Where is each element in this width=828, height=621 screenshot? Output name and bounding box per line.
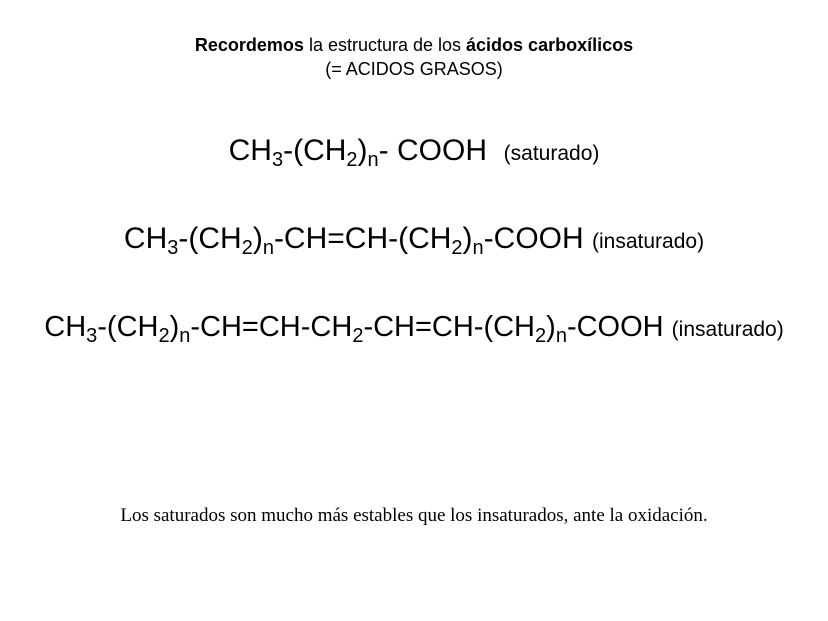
formula-part: ) xyxy=(357,134,368,167)
formula-part: -CH=CH-CH xyxy=(190,311,353,343)
formula-subscript: 3 xyxy=(167,237,179,259)
formula-note: (insaturado) xyxy=(671,318,784,341)
formula-saturated xyxy=(0,133,828,172)
formula-part: - COOH xyxy=(378,134,487,167)
formula-part: ) xyxy=(546,311,556,343)
slide-title xyxy=(0,33,828,81)
formula-part: -(CH xyxy=(283,134,347,167)
formula-subscript: n xyxy=(262,237,274,259)
formula-note: (insaturado) xyxy=(592,230,705,253)
title-middle: la estructura de los xyxy=(303,35,467,55)
title-bold-start: Recordemos xyxy=(194,35,304,55)
formula-part: -COOH xyxy=(483,222,584,255)
formula-part: CH xyxy=(44,311,87,343)
formula-part: -CH=CH-(CH xyxy=(273,222,452,255)
formula-subscript: 2 xyxy=(352,325,364,347)
formula-note: (saturado) xyxy=(503,142,600,165)
formula-unsaturated-poly xyxy=(0,309,828,348)
formula-subscript: 2 xyxy=(241,237,253,259)
formula-subscript: 2 xyxy=(346,149,358,171)
formula-part: ) xyxy=(252,222,263,255)
formula-part: -COOH xyxy=(566,311,664,343)
footnote: Los saturados son mucho más estables que los insaturados, ante la oxidación. xyxy=(120,505,708,526)
formula-subscript: n xyxy=(367,149,379,171)
formula-part: ) xyxy=(169,311,180,343)
formula-subscript: 2 xyxy=(451,237,463,259)
formula-subscript: 3 xyxy=(271,149,284,171)
formula-subscript: n xyxy=(179,325,191,347)
title-subtitle: (= ACIDOS GRASOS) xyxy=(325,59,503,79)
title-bold-end: ácidos carboxílicos xyxy=(466,35,634,55)
formula-part: CH xyxy=(228,134,272,167)
formula-part: -(CH xyxy=(97,311,159,343)
formula-subscript: 2 xyxy=(535,325,547,347)
formula-subscript: n xyxy=(472,237,484,259)
formula-part: -CH=CH-(CH xyxy=(363,311,536,343)
formula-subscript: 3 xyxy=(86,325,98,347)
formula-unsaturated-mono xyxy=(0,221,828,260)
formula-part: CH xyxy=(123,222,168,255)
formula-part: ) xyxy=(462,222,473,255)
formula-part: -(CH xyxy=(178,222,242,255)
formula-subscript: n xyxy=(555,325,567,347)
formula-subscript: 2 xyxy=(158,325,170,347)
